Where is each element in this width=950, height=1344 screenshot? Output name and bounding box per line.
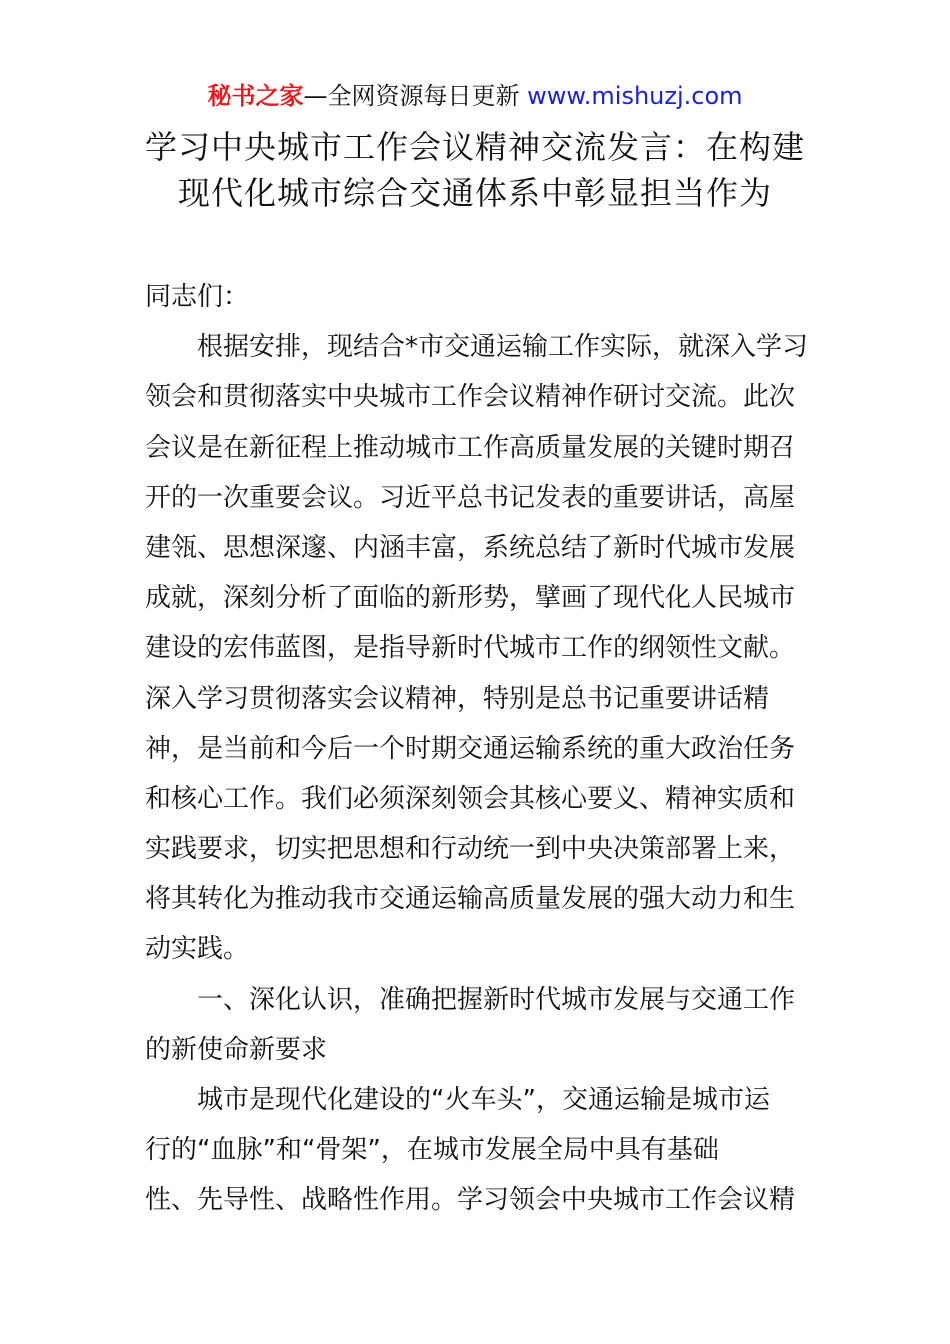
section-heading: 一、深化认识，准确把握新时代城市发展与交通工作 (197, 984, 796, 1015)
title-line-2: 现代化城市综合交通体系中彰显担当作为 (177, 174, 772, 212)
body-line: 建瓴、思想深邃、内涵丰富，系统总结了新时代城市发展 (145, 532, 796, 563)
site-banner (0, 80, 950, 112)
body-line: 将其转化为推动我市交通运输高质量发展的强大动力和生 (145, 884, 796, 915)
brand-name: 秘书之家 (207, 82, 304, 110)
body-line: 性、先导性、战略性作用。学习领会中央城市工作会议精 (145, 1185, 796, 1216)
document-title (60, 124, 890, 216)
body-line: 深入学习贯彻落实会议精神，特别是总书记重要讲话精 (145, 683, 770, 714)
section-heading-continued: 的新使命新要求 (145, 1034, 328, 1065)
body-line: 神，是当前和今后一个时期交通运输系统的重大政治任务 (145, 733, 796, 764)
body-line: 城市是现代化建设的“火车头”，交通运输是城市运 (197, 1085, 770, 1115)
body-line: 开的一次重要会议。习近平总书记发表的重要讲话，高屋 (145, 482, 796, 513)
banner-tagline: —全网资源每日更新 (303, 82, 528, 110)
document-body (145, 272, 810, 1226)
body-line: 实践要求，切实把思想和行动统一到中央决策部署上来， (145, 834, 796, 865)
site-url-link[interactable]: www.mishuzj.com (527, 82, 743, 110)
body-line: 会议是在新征程上推动城市工作高质量发展的关键时期召 (145, 432, 796, 463)
body-line: 领会和贯彻落实中央城市工作会议精神作研讨交流。此次 (145, 382, 796, 413)
body-line: 根据安排，现结合*市交通运输工作实际，就深入学习 (197, 332, 809, 363)
body-line: 成就，深刻分析了面临的新形势，擘画了现代化人民城市 (145, 583, 796, 614)
body-line: 和核心工作。我们必须深刻领会其核心要义、精神实质和 (145, 783, 796, 814)
body-line: 行的“血脉”和“骨架”，在城市发展全局中具有基础 (145, 1135, 719, 1166)
body-line: 建设的宏伟蓝图，是指导新时代城市工作的纲领性文献。 (145, 633, 796, 664)
salutation: 同志们： (145, 282, 250, 312)
body-line: 动实践。 (145, 934, 250, 965)
title-line-1: 学习中央城市工作会议精神交流发言：在构建 (144, 128, 805, 166)
